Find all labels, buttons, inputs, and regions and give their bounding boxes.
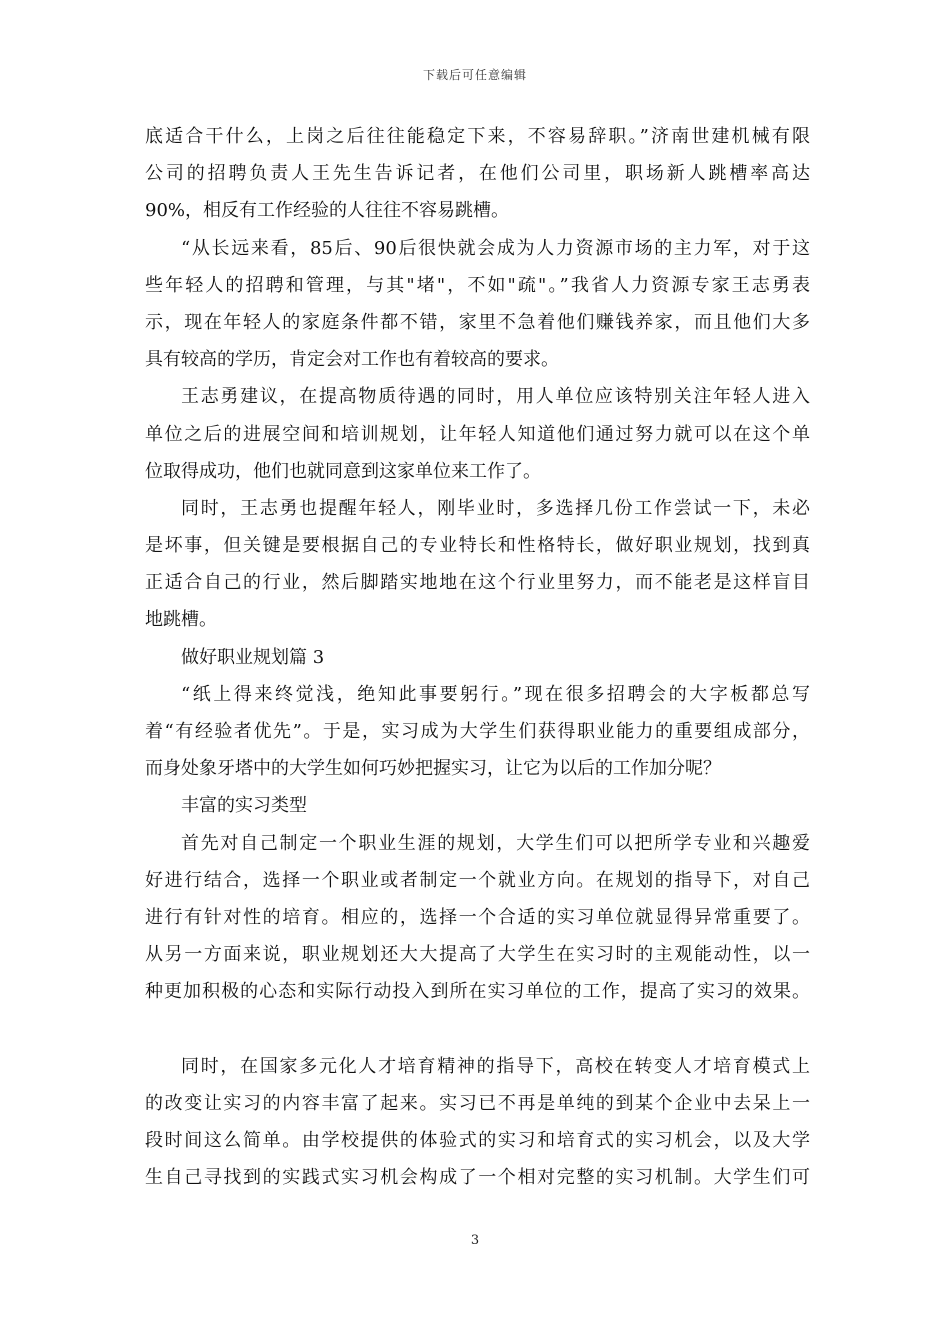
text-line: 好进行结合，选择一个职业或者制定一个就业方向。在规划的指导下，对自己 [145, 869, 810, 891]
text-line: 地跳槽。 [145, 609, 217, 631]
text-line: 单位之后的进展空间和培训规划，让年轻人知道他们通过努力就可以在这个单 [145, 423, 810, 445]
text-line: 王志勇建议，在提高物质待遇的同时，用人单位应该特别关注年轻人进入 [181, 386, 810, 408]
text-line: 丰富的实习类型 [181, 795, 307, 817]
page-header: 下载后可任意编辑 [422, 68, 527, 82]
text-line: 首先对自己制定一个职业生涯的规划，大学生们可以把所学专业和兴趣爱 [181, 832, 810, 854]
text-line: 生自己寻找到的实践式实习机会构成了一个相对完整的实习机制。大学生们可 [145, 1167, 810, 1189]
text-line: 段时间这么简单。由学校提供的体验式的实习和培育式的实习机会，以及大学 [145, 1130, 810, 1152]
text-line: 些年轻人的招聘和管理，与其"堵"，不如"疏"。”我省人力资源专家王志勇表 [145, 274, 810, 296]
text-line: 同时，在国家多元化人才培育精神的指导下，高校在转变人才培育模式上 [181, 1055, 810, 1077]
text-line: “从长远来看，85后、90后很快就会成为人力资源市场的主力军，对于这 [181, 237, 810, 259]
text-line: 位取得成功，他们也就同意到这家单位来工作了。 [145, 460, 541, 482]
text-line: 示，现在年轻人的家庭条件都不错，家里不急着他们赚钱养家，而且他们大多 [145, 311, 810, 333]
text-line: 进行有针对性的培育。相应的，选择一个合适的实习单位就显得异常重要了。 [145, 906, 810, 928]
blank-line [145, 1011, 810, 1048]
text-line: 而身处象牙塔中的大学生如何巧妙把握实习，让它为以后的工作加分呢？ [145, 758, 721, 780]
text-line: 90%，相反有工作经验的人往往不容易跳槽。 [145, 200, 510, 222]
text-line: 同时，王志勇也提醒年轻人，刚毕业时，多选择几份工作尝试一下，未必 [181, 497, 810, 519]
text-line: 着“有经验者优先”。于是，实习成为大学生们获得职业能力的重要组成部分， [145, 721, 810, 742]
text-line: 正适合自己的行业，然后脚踏实地地在这个行业里努力，而不能老是这样盲目 [145, 572, 810, 594]
text-line: 做好职业规划篇 3 [181, 646, 325, 668]
text-line: 种更加积极的心态和实际行动投入到所在实习单位的工作，提高了实习的效果。 [145, 981, 810, 1003]
text-line: 底适合干什么，上岗之后往往能稳定下来，不容易辞职。”济南世建机械有限 [145, 126, 810, 147]
body-text [145, 118, 810, 1196]
text-line: 的改变让实习的内容丰富了起来。实习已不再是单纯的到某个企业中去呆上一 [145, 1092, 810, 1114]
text-line: 公司的招聘负责人王先生告诉记者，在他们公司里，职场新人跳槽率高达 [145, 163, 810, 185]
text-line: 从另一方面来说，职业规划还大大提高了大学生在实习时的主观能动性，以一 [145, 944, 810, 966]
text-line: 是坏事，但关键是要根据自己的专业特长和性格特长，做好职业规划，找到真 [145, 535, 810, 557]
text-line: “纸上得来终觉浅，绝知此事要躬行。”现在很多招聘会的大字板都总写 [181, 683, 810, 705]
text-line: 具有较高的学历，肯定会对工作也有着较高的要求。 [145, 349, 559, 371]
page-number: 3 [470, 1233, 480, 1248]
